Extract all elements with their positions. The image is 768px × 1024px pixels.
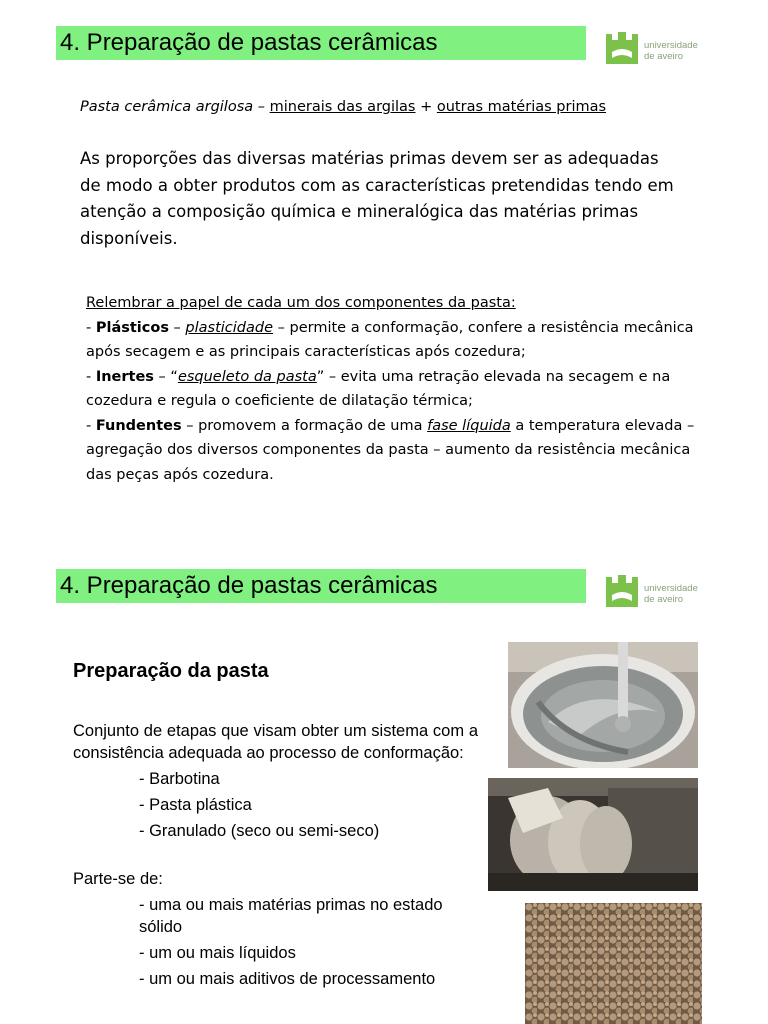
definition-term: Pasta cerâmica argilosa: [80, 99, 254, 115]
type-item: - Barbotina: [139, 770, 220, 788]
source-item: - uma ou mais matérias primas no estado sólido: [139, 896, 443, 936]
list-item-fundentes: [86, 414, 706, 488]
item-prefix: -: [86, 319, 96, 336]
logo-line2: de aveiro: [644, 594, 684, 605]
university-logo: [604, 569, 712, 613]
slide2-title: Preparação da pasta: [73, 660, 269, 682]
start-label: Parte-se de:: [73, 870, 163, 888]
definition-part2: outras matérias primas: [436, 99, 607, 115]
definition-part1: minerais das argilas: [269, 99, 416, 115]
mixer-photo: [508, 642, 698, 768]
item-name: Inertes: [95, 368, 154, 385]
item-prefix: -: [86, 417, 96, 434]
university-logo-icon: [604, 573, 640, 609]
logo-line1: universidade: [644, 583, 698, 594]
source-item: - um ou mais aditivos de processamento: [139, 970, 436, 988]
logo-line1: universidade: [644, 40, 698, 51]
item-name: Fundentes: [95, 417, 182, 434]
item-rest: ” – evita uma retração elevada na secagem e na cozedura e regula o coeficiente de dilatação térmica;: [86, 368, 671, 409]
item-key: fase líquida: [427, 417, 511, 434]
granulate-photo: [525, 903, 702, 1024]
logo-line2: de aveiro: [644, 51, 684, 62]
list-item-inertes: [86, 365, 706, 414]
type-item: - Pasta plástica: [139, 796, 252, 814]
item-prefix: -: [86, 368, 96, 385]
list-item-plasticos: [86, 316, 706, 365]
type-item: - Granulado (seco ou semi-seco): [139, 822, 380, 840]
source-item: - um ou mais líquidos: [139, 944, 296, 962]
proportions-paragraph: As proporções das diversas matérias primas devem ser as adequadas de modo a obter produtos com as características pretendidas tendo em atenção a composição química e mineralógica das matérias primas disponíveis.: [80, 149, 674, 248]
university-logo: [604, 26, 712, 70]
item-sep: – promovem a formação de uma: [181, 417, 428, 434]
item-rest: a temperatura elevada – agregação dos diversos componentes da pasta – aumento da resistência mecânica das peças após cozedura.: [86, 417, 695, 483]
item-sep: – “: [153, 368, 178, 385]
slide2-body: [73, 720, 478, 990]
item-key: esqueleto da pasta: [177, 368, 317, 385]
extrusion-photo: [488, 778, 698, 891]
definition-dash: –: [253, 99, 270, 115]
components-list: [86, 291, 706, 487]
intro-text: Conjunto de etapas que visam obter um sistema com a consistência adequada ao processo de conformação:: [73, 722, 478, 762]
slide2-banner-title: 4. Preparação de pastas cerâmicas: [56, 569, 586, 603]
item-rest: – permite a conformação, confere a resistência mecânica após secagem e as principais características após cozedura;: [86, 319, 694, 360]
slide1-banner-title: 4. Preparação de pastas cerâmicas: [56, 26, 586, 60]
item-name: Plásticos: [95, 319, 169, 336]
definition-line: [80, 99, 606, 115]
item-sep: –: [168, 319, 186, 336]
item-key: plasticidade: [185, 319, 274, 336]
definition-plus: +: [415, 99, 437, 115]
list-heading: Relembrar a papel de cada um dos componentes da pasta:: [86, 295, 516, 311]
university-logo-icon: [604, 30, 640, 66]
